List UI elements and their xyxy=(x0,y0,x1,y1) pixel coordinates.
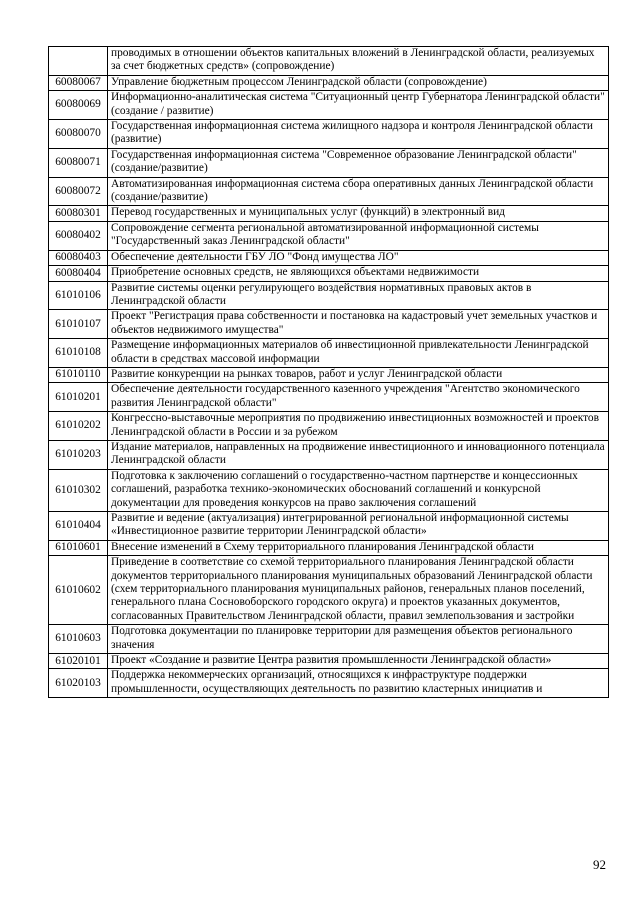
budget-codes-table xyxy=(48,46,609,698)
row-code: 60080072 xyxy=(49,177,108,206)
row-code: 61010202 xyxy=(49,412,108,441)
row-code: 60080301 xyxy=(49,206,108,221)
row-code: 61010302 xyxy=(49,469,108,511)
row-code: 60080402 xyxy=(49,221,108,250)
row-description: Проект «Создание и развитие Центра развития промышленности Ленинградской области» xyxy=(108,654,609,669)
table-row xyxy=(49,556,609,625)
row-description: Подготовка документации по планировке территории для размещения объектов регионального значения xyxy=(108,625,609,654)
row-description: Государственная информационная система жилищного надзора и контроля Ленинградской области (развитие) xyxy=(108,120,609,149)
row-code: 61010106 xyxy=(49,281,108,310)
table-row xyxy=(49,221,609,250)
table-row xyxy=(49,440,609,469)
table-row xyxy=(49,91,609,120)
row-code: 61010603 xyxy=(49,625,108,654)
row-code: 60080070 xyxy=(49,120,108,149)
row-code: 60080069 xyxy=(49,91,108,120)
table-row xyxy=(49,625,609,654)
row-description: Перевод государственных и муниципальных услуг (функций) в электронный вид xyxy=(108,206,609,221)
row-description: Внесение изменений в Схему территориального планирования Ленинградской области xyxy=(108,540,609,555)
row-description: Автоматизированная информационная система сбора оперативных данных Ленинградской области (создание/развитие) xyxy=(108,177,609,206)
table-row xyxy=(49,177,609,206)
row-description: Информационно-аналитическая система "Ситуационный центр Губернатора Ленинградской области" (создание / развитие) xyxy=(108,91,609,120)
table-row xyxy=(49,540,609,555)
table-row xyxy=(49,412,609,441)
row-description: Развитие конкуренции на рынках товаров, работ и услуг Ленинградской области xyxy=(108,367,609,382)
table-row xyxy=(49,250,609,265)
row-code: 61010201 xyxy=(49,383,108,412)
row-code: 60080067 xyxy=(49,75,108,90)
table-row xyxy=(49,310,609,339)
page-number: 92 xyxy=(593,857,606,872)
row-description: Издание материалов, направленных на продвижение инвестиционного и инновационного потенциала Ленинградской области xyxy=(108,440,609,469)
row-description: Конгрессно-выставочные мероприятия по продвижению инвестиционных возможностей и проектов Ленинградской области в России и за рубежом xyxy=(108,412,609,441)
row-code: 61020103 xyxy=(49,669,108,698)
row-code: 61010404 xyxy=(49,512,108,541)
codes-table-body xyxy=(49,47,609,698)
row-description: Обеспечение деятельности ГБУ ЛО "Фонд имущества ЛО" xyxy=(108,250,609,265)
row-code: 61010601 xyxy=(49,540,108,555)
row-code: 61020101 xyxy=(49,654,108,669)
row-description: Поддержка некоммерческих организаций, относящихся к инфраструктуре поддержки промышленности, осуществляющих деятельность по развитию кластерных инициатив и xyxy=(108,669,609,698)
table-row xyxy=(49,266,609,281)
table-row xyxy=(49,654,609,669)
row-description: Проект "Регистрация права собственности и постановка на кадастровый учет земельных участков и объектов недвижимого имущества" xyxy=(108,310,609,339)
row-description: Государственная информационная система "Современное образование Ленинградской области" (создание/развитие) xyxy=(108,148,609,177)
row-description: проводимых в отношении объектов капитальных вложений в Ленинградской области, реализуемых за счет бюджетных средств» (сопровождение) xyxy=(108,47,609,76)
row-description: Обеспечение деятельности государственного казенного учреждения "Агентство экономического развития Ленинградской области" xyxy=(108,383,609,412)
row-code: 61010108 xyxy=(49,339,108,368)
row-description: Приведение в соответствие со схемой территориального планирования Ленинградской области документов территориального планирования муниципальных образований Ленинградской области (схем территориального планирования муниципальных районов, генеральных планов поселений, генерального плана Сосновоборского городского округа) и проектов указанных документов, согласованных Правительством Ленинградской области, правил землепользования и застройки xyxy=(108,556,609,625)
table-row xyxy=(49,469,609,511)
table-row xyxy=(49,47,609,76)
row-code: 61010107 xyxy=(49,310,108,339)
row-code: 61010110 xyxy=(49,367,108,382)
table-row xyxy=(49,367,609,382)
table-row xyxy=(49,383,609,412)
table-row xyxy=(49,512,609,541)
row-description: Управление бюджетным процессом Ленинградской области (сопровождение) xyxy=(108,75,609,90)
row-description: Сопровождение сегмента региональной автоматизированной информационной системы "Государственный заказ Ленинградской области" xyxy=(108,221,609,250)
row-description: Приобретение основных средств, не являющихся объектами недвижимости xyxy=(108,266,609,281)
row-description: Подготовка к заключению соглашений о государственно-частном партнерстве и концессионных соглашений, разработка технико-экономических обоснований соглашений и конкурсной документации для проведения конкурсов на право заключения соглашений xyxy=(108,469,609,511)
row-description: Развитие системы оценки регулирующего воздействия нормативных правовых актов в Ленинградской области xyxy=(108,281,609,310)
row-code: 60080404 xyxy=(49,266,108,281)
row-code: 61010203 xyxy=(49,440,108,469)
row-code: 60080071 xyxy=(49,148,108,177)
row-code: 60080403 xyxy=(49,250,108,265)
table-row xyxy=(49,148,609,177)
table-row xyxy=(49,339,609,368)
table-row xyxy=(49,669,609,698)
table-row xyxy=(49,75,609,90)
row-description: Размещение информационных материалов об инвестиционной привлекательности Ленинградской области в средствах массовой информации xyxy=(108,339,609,368)
table-row xyxy=(49,281,609,310)
table-row xyxy=(49,120,609,149)
row-description: Развитие и ведение (актуализация) интегрированной региональной информационной системы «Инвестиционное развитие территории Ленинградской области» xyxy=(108,512,609,541)
table-row xyxy=(49,206,609,221)
row-code: 61010602 xyxy=(49,556,108,625)
row-code xyxy=(49,47,108,76)
